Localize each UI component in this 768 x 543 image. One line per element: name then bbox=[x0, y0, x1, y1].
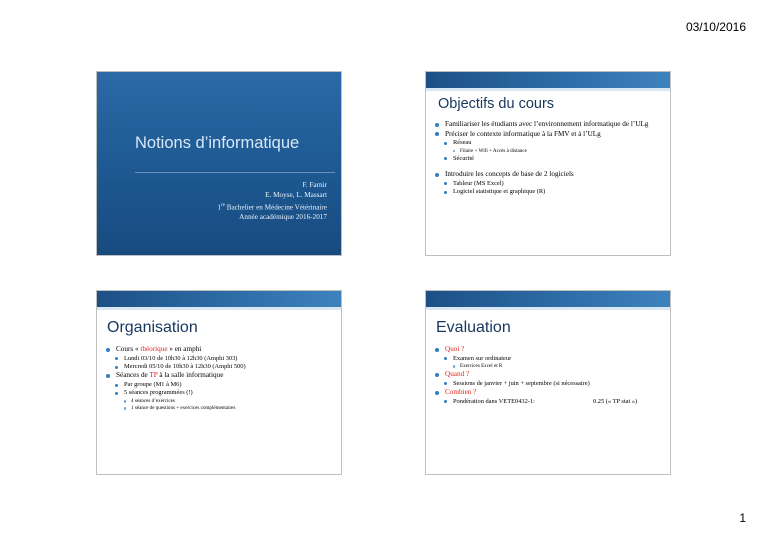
slide-header-strip bbox=[426, 291, 670, 307]
slide-body bbox=[434, 120, 664, 196]
slide-title-page bbox=[96, 71, 342, 256]
bullet-item: Introduire les concepts de base de 2 logiciels bbox=[434, 170, 664, 179]
highlight-text: TP bbox=[149, 371, 158, 380]
sub-bullet-item: Sessions de janvier + juin + septembre (si nécessaire) bbox=[434, 380, 664, 388]
bullet-item: Préciser le contexte informatique à la FMV et à l’ULg bbox=[434, 130, 664, 139]
bullet-item: Cours « théorique » en amphi bbox=[105, 345, 335, 354]
slide-header-strip bbox=[97, 291, 341, 307]
slide-header-strip bbox=[426, 72, 670, 88]
title-divider bbox=[135, 172, 335, 173]
academic-year: Année académique 2016-2017 bbox=[239, 213, 327, 222]
slide-title: Notions d’informatique bbox=[135, 134, 300, 152]
sub-bullet-item: Examen sur ordinateur bbox=[434, 355, 664, 363]
slide-organisation bbox=[96, 290, 342, 475]
slide-body bbox=[105, 345, 335, 412]
bullet-item: Quoi ? bbox=[434, 345, 664, 354]
sub-bullet-item: Par groupe (M1 à M6) bbox=[105, 381, 335, 389]
sub-sub-bullet-item: Filaire + Wifi + Accès à distance bbox=[434, 148, 664, 155]
slide-title: Organisation bbox=[107, 319, 198, 336]
bullet-item: Familiariser les étudiants avec l’environnement informatique de l’ULg bbox=[434, 120, 664, 129]
bullet-item: Quand ? bbox=[434, 370, 664, 379]
page-date: 03/10/2016 bbox=[685, 20, 746, 34]
sub-bullet-item: Mercredi 05/10 de 10h30 à 12h30 (Amphi 500) bbox=[105, 363, 335, 371]
year-text: Bachelier en Médecine Vétérinaire bbox=[224, 202, 327, 211]
sub-bullet-item: Sécurité bbox=[434, 155, 664, 163]
sub-sub-bullet-item: 1 séance de questions + exercices complémentaires bbox=[105, 405, 335, 412]
sub-bullet-item: Logiciel statistique et graphique (R) bbox=[434, 188, 664, 196]
slide-title: Evaluation bbox=[436, 319, 511, 336]
highlight-text: théorique bbox=[140, 345, 168, 353]
bullet-item: Combien ? bbox=[434, 388, 664, 397]
ponderation-label: Pondération dans VETE0432-1: bbox=[453, 397, 535, 405]
sub-bullet-item: Réseau bbox=[434, 139, 664, 147]
sub-bullet-item bbox=[434, 398, 664, 406]
slide-body bbox=[434, 345, 664, 406]
sub-bullet-item: Tableur (MS Excel) bbox=[434, 180, 664, 188]
sub-sub-bullet-item: 4 séances d’exercices bbox=[105, 398, 335, 405]
slide-objectifs bbox=[425, 71, 671, 256]
slide-authors-block bbox=[217, 180, 327, 223]
year-number: 1 bbox=[217, 202, 222, 211]
sub-bullet-item: Lundi 03/10 de 10h30 à 12h30 (Amphi 303) bbox=[105, 355, 335, 363]
sub-bullet-item: 5 séances programmées (!) bbox=[105, 389, 335, 397]
year-ordinal: re bbox=[221, 202, 225, 208]
ponderation-value: 0.25 (« TP stat ») bbox=[593, 397, 638, 405]
study-year bbox=[217, 201, 327, 213]
slide-title: Objectifs du cours bbox=[438, 96, 555, 112]
author-line: E. Moyse, L. Massart bbox=[265, 191, 327, 200]
sub-sub-bullet-item: Exercices Excel et R bbox=[434, 363, 664, 370]
slide-evaluation bbox=[425, 290, 671, 475]
page-number: 1 bbox=[739, 511, 746, 525]
bullet-item: Séances de TP à la salle informatique bbox=[105, 371, 335, 380]
author-line: F. Farnir bbox=[302, 181, 327, 189]
